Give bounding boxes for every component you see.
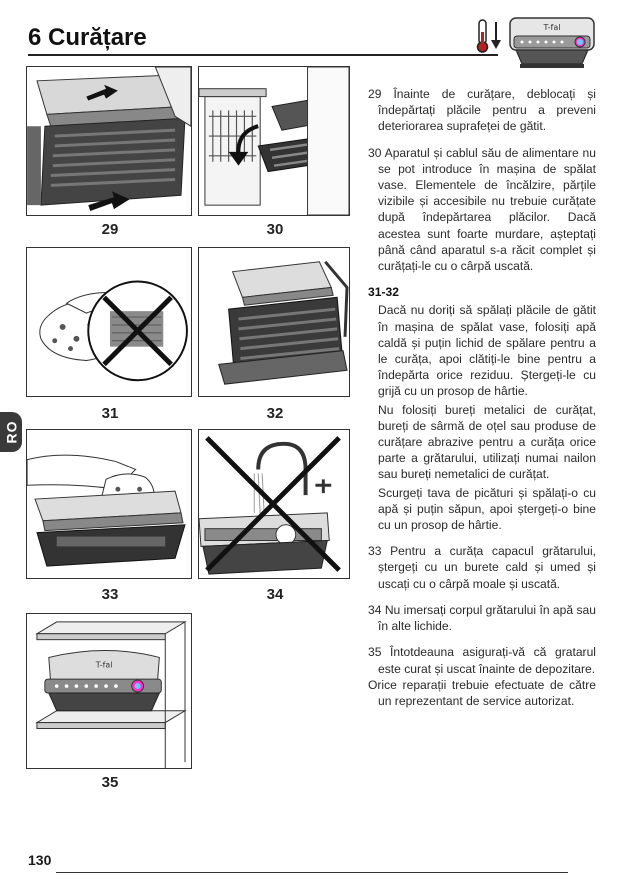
- paragraph-31-32-b: Nu folosiți bureți metalici de curățat, bureți de sârmă de oțel sau produse de curățare abrazive pentru a curăța orice parte a grătarului, utilizați numai nailon sau bureți nemetalici de curățat.: [378, 402, 596, 482]
- figure-35-illustration: [27, 614, 191, 768]
- figure-33-label: 33: [101, 586, 119, 603]
- page-title: 6 Curățare: [28, 24, 147, 51]
- figure-29: [26, 66, 192, 216]
- figure-32: [198, 247, 350, 397]
- paragraph-35: 35 Întotdeauna asigurați-vă că gratarul este curat și uscat înainte de depozitare.: [368, 645, 596, 676]
- figure-34-illustration: [199, 430, 349, 578]
- grill-front-icon: [506, 14, 598, 74]
- figure-34-label: 34: [266, 586, 284, 603]
- footer-rule: [56, 872, 568, 873]
- figure-32-illustration: [199, 248, 349, 396]
- language-tab: [0, 412, 22, 452]
- language-code: RO: [3, 420, 19, 444]
- figure-35-label: 35: [101, 774, 119, 791]
- paragraph-29: 29 Înainte de curățare, deblocați și îndepărtați plăcile pentru a preveni deteriorarea suprafeței de gătit.: [368, 87, 596, 134]
- thermometer-icon: [474, 18, 504, 54]
- figure-34: [198, 429, 350, 579]
- paragraph-31-32-heading: 31-32: [368, 285, 399, 300]
- figure-30: [198, 66, 350, 216]
- paragraph-34: 34 Nu imersați corpul grătarului în apă sau în alte lichide.: [368, 602, 596, 634]
- paragraph-30: 30 Aparatul și cablul său de alimentare nu se pot introduce în mașina de spălat vase. Elementele de încălzire, părțile vizibile și accesibile nu trebuie curățate după îndepărtarea plăcilor. Dacă acestea sunt foarte murdare, așteptați până când aparatul s-a răcit complet și curățați-le cu o cârpă uscată.: [368, 145, 596, 274]
- figure-30-illustration: [199, 67, 349, 215]
- paragraph-33: 33 Pentru a curăța capacul grătarului, ștergeți cu un burete cald și umed și uscați cu o cârpă moale și uscată.: [368, 544, 596, 591]
- title-underline: [28, 54, 498, 56]
- figure-31-illustration: [27, 248, 191, 396]
- figure-29-illustration: [27, 67, 191, 215]
- brand-logo-text-35: T-fal: [95, 660, 113, 670]
- page-number: 130: [28, 852, 52, 868]
- figure-35: [26, 613, 192, 769]
- figure-31: [26, 247, 192, 397]
- figure-32-label: 32: [266, 405, 284, 422]
- figure-33: [26, 429, 192, 579]
- paragraph-31-32-c: Scurgeți tava de picături și spălați-o cu apă și puțin săpun, apoi ștergeți-o bine cu un prosop de hârtie.: [378, 485, 596, 533]
- figure-30-label: 30: [266, 221, 284, 238]
- brand-logo-text: T-fal: [543, 23, 561, 32]
- paragraph-31-32-a: Dacă nu doriți să spălați plăcile de gătit în mașina de spălat vase, folosiți apă caldă și puțin lichid de spălare pentru a le curăța, apoi clătiți-le bine pentru a îndepărta orice reziduu. Ștergeți-le cu grijă cu un prosop de hârtie.: [378, 303, 596, 399]
- instructions-column: [368, 86, 596, 719]
- figure-33-illustration: [27, 430, 191, 578]
- paragraph-service-note: Orice reparații trebuie efectuate de către un reprezentant de service autorizat.: [368, 677, 596, 708]
- figure-31-label: 31: [101, 405, 119, 422]
- figure-29-label: 29: [101, 221, 119, 238]
